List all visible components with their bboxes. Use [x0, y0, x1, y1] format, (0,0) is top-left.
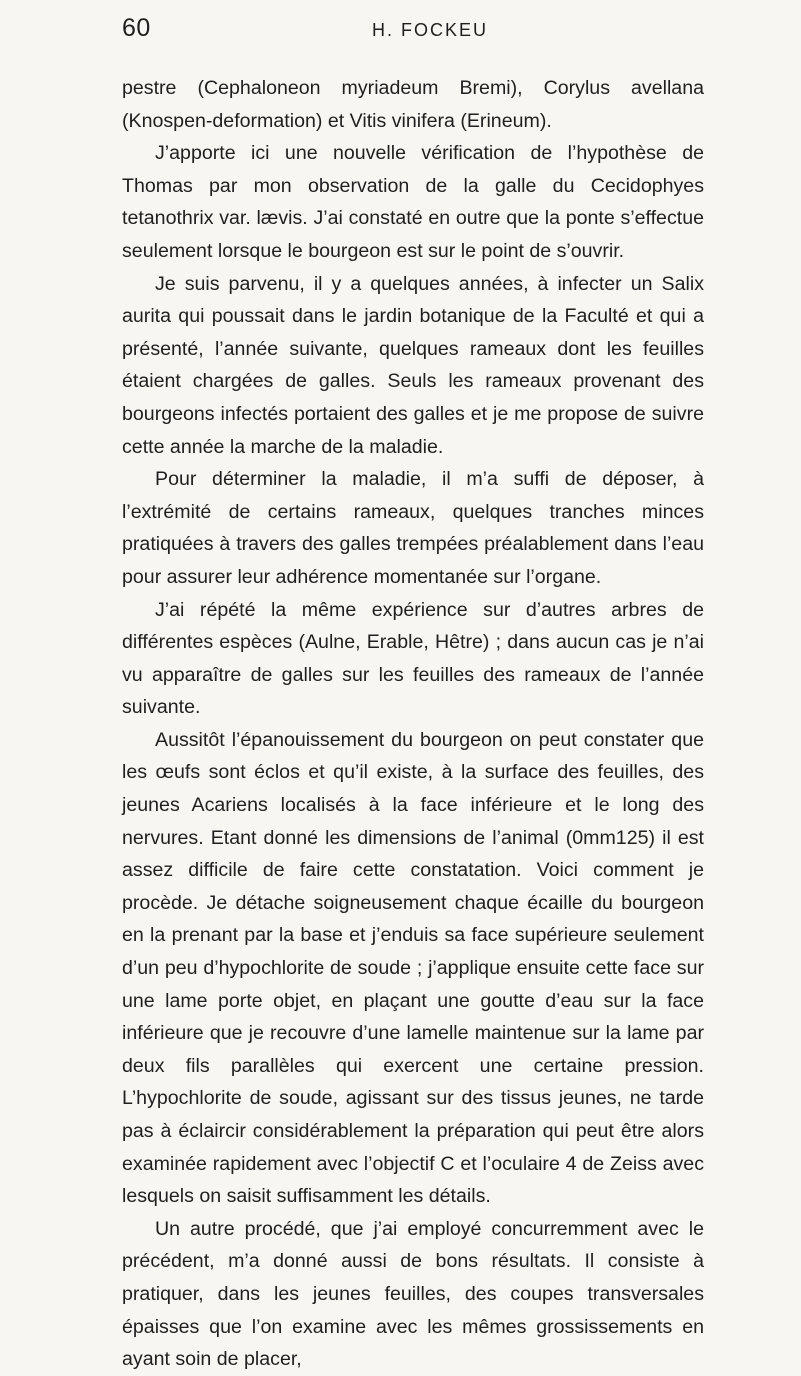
paragraph-thomas-hypothesis: J’apporte ici une nouvelle vérification de l’hypothèse de Thomas par mon observation de la galle du Cecidophyes tetanothrix var. lævis. J’ai constaté en outre que la ponte s’effectue seulement lorsque le bourgeon est sur le point de s’ouvrir. [122, 142, 704, 262]
page-header [122, 14, 722, 44]
paragraph-other-trees: J’ai répété la même expérience sur d’autres arbres de différentes espèces (Aulne, Erable, Hêtre) ; dans aucun cas je n’ai vu apparaître de galles sur les feuilles des rameaux de l’année suivante. [122, 598, 704, 719]
paragraph-procedure: Aussitôt l’épanouissement du bourgeon on peut constater que les œufs sont éclos et qu’il existe, à la surface des feuilles, des jeunes Acariens localisés à la face inférieure et le long des nervures. Etant donné les dimensions de l’animal (0mm125) il est assez difficile de faire cette constatation. Voici comment je procède. Je détache soigneusement chaque écaille du bourgeon en la prenant par la base et j’enduis sa face supérieure seulement d’un peu d’hypochlorite de soude ; j’applique ensuite cette face sur une lame porte objet, en plaçant une goutte d’eau sur la face inférieure que je recouvre d’une lamelle maintenue sur la lame par deux fils parallèles qui exercent une certaine pression. L’hypochlorite de soude, agissant sur des tissus jeunes, ne tarde pas à éclaircir considérablement la préparation qui peut être alors examinée rapidement avec l’objectif C et l’oculaire 4 de Zeiss avec lesquels on saisit suffisamment les détails. [122, 728, 704, 1208]
page-number: 60 [122, 14, 151, 42]
paragraph-second-procedure: Un autre procédé, que j’ai employé concurremment avec le précédent, m’a donné aussi de bons résultats. Il consiste à pratiquer, dans les jeunes feuilles, des coupes transversales épaisses que l’on examine avec les mêmes grossissements en ayant soin de placer, [122, 1217, 704, 1371]
running-head: H. FOCKEU [372, 20, 489, 40]
paragraph-determination: Pour déterminer la maladie, il m’a suffi de déposer, à l’extrémité de certains rameaux, quelques tranches minces pratiquées à travers des galles trempées préalablement dans l’eau pour assurer leur adhérence momentanée sur l’organe. [122, 468, 704, 588]
body-text [122, 72, 704, 1376]
paragraph-salix-infection: Je suis parvenu, il y a quelques années, à infecter un Salix aurita qui poussait dans le jardin botanique de la Faculté et qui a présenté, l’année suivante, quelques rameaux dont les feuilles étaient chargées de galles. Seuls les rameaux provenant des bourgeons infectés portaient des galles et je me propose de suivre cette année la marche de la maladie. [122, 272, 704, 458]
paragraph-continuation: pestre (Cephaloneon myriadeum Bremi), Corylus avellana (Knospen-deformation) et Vitis vinifera (Erineum). [122, 77, 704, 132]
